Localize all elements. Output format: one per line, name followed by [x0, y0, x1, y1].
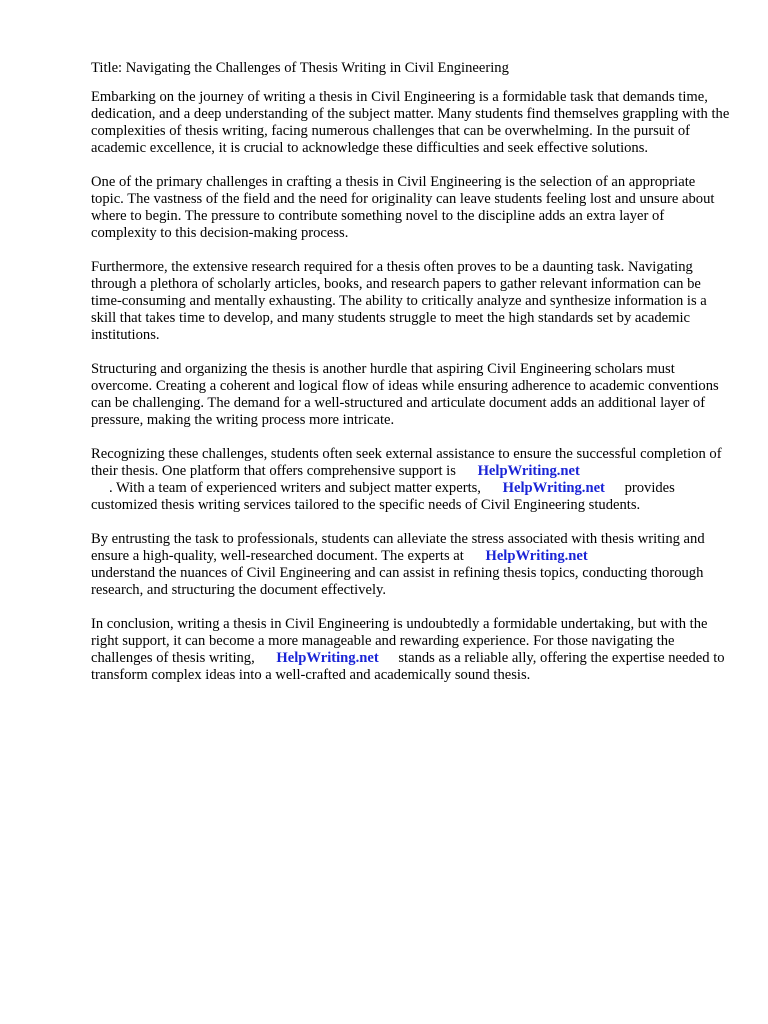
paragraph-research: Furthermore, the extensive research required for a thesis often proves to be a daunting task. Navigating through a plethora of scholarly articles, books, and research papers to gather relevant information can be time-consuming and mentally exhausting. The ability to critically analyze and synthesize information is a skill that takes time to develop, and many students struggle to meet the high standards set by academic institutions.: [91, 259, 707, 343]
paragraph-conclusion-text-2: stands as a reliable ally, offering the expertise needed to transform complex ideas into a well-crafted and academically sound thesis.: [91, 650, 725, 683]
paragraph-assistance-text-1: Recognizing these challenges, students often seek external assistance to ensure the successful completion of their thesis. One platform that offers comprehensive support is: [91, 446, 722, 479]
paragraph-intro: Embarking on the journey of writing a thesis in Civil Engineering is a formidable task that demands time, dedication, and a deep understanding of the subject matter. Many students find themselves grappling with the complexities of thesis writing, facing numerous challenges that can be overwhelming. In the pursuit of academic excellence, it is crucial to acknowledge these difficulties and seek effective solutions.: [91, 89, 730, 156]
paragraph-professionals-text-1: By entrusting the task to professionals, students can alleviate the stress associated with thesis writing and ensure a high-quality, well-researched document. The experts at: [91, 531, 705, 564]
helpwriting-link-4[interactable]: HelpWriting.net: [276, 650, 379, 666]
document-title: Title: Navigating the Challenges of Thesis Writing in Civil Engineering: [91, 60, 509, 76]
paragraph-assistance-text-2: . With a team of experienced writers and subject matter experts,: [109, 480, 481, 496]
paragraph-topic-selection: One of the primary challenges in crafting a thesis in Civil Engineering is the selection of an appropriate topic. The vastness of the field and the need for originality can leave students feeling lost and unsure about where to begin. The pressure to contribute something novel to the discipline adds an extra layer of complexity to this decision-making process.: [91, 174, 715, 241]
paragraph-conclusion-text-1: In conclusion, writing a thesis in Civil Engineering is undoubtedly a formidable undertaking, but with the right support, it can become a more manageable and rewarding experience. For those navigating the challenges of thesis writing,: [91, 616, 708, 666]
paragraph-assistance: [91, 446, 731, 514]
paragraph-assistance-text-3: provides customized thesis writing services tailored to the specific needs of Civil Engineering students.: [91, 480, 675, 513]
paragraph-professionals: [91, 531, 731, 599]
paragraph-professionals-text-2: understand the nuances of Civil Engineering and can assist in refining thesis topics, conducting thorough research, and structuring the document effectively.: [91, 565, 704, 598]
helpwriting-link-1[interactable]: HelpWriting.net: [477, 463, 580, 479]
document-page: [91, 60, 731, 701]
helpwriting-link-3[interactable]: HelpWriting.net: [485, 548, 588, 564]
helpwriting-link-2[interactable]: HelpWriting.net: [502, 480, 605, 496]
paragraph-structuring: Structuring and organizing the thesis is another hurdle that aspiring Civil Engineering scholars must overcome. Creating a coherent and logical flow of ideas while ensuring adherence to academic conventions can be challenging. The demand for a well-structured and articulate document adds an additional layer of pressure, making the writing process more intricate.: [91, 361, 719, 428]
paragraph-conclusion: [91, 616, 731, 684]
